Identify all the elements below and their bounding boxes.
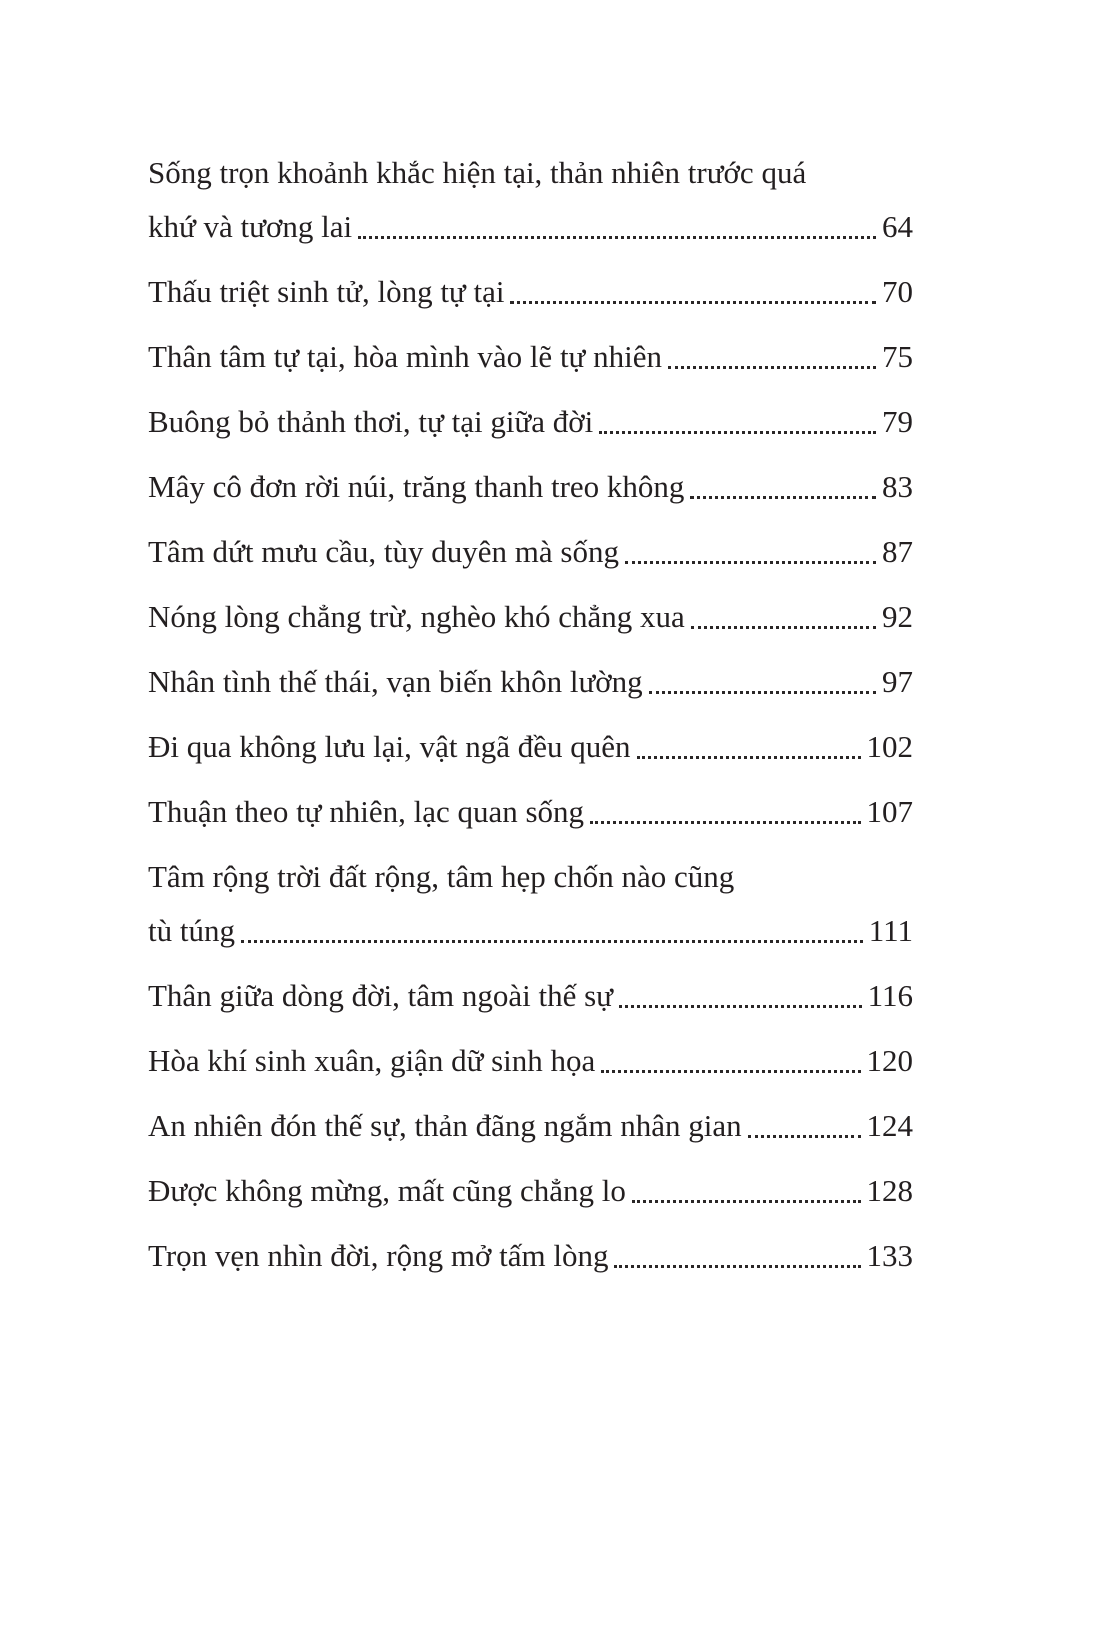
toc-entry xyxy=(148,1099,913,1153)
toc-entry-title: Nhân tình thế thái, vạn biến khôn lường xyxy=(148,664,643,699)
toc-entry-row xyxy=(148,1229,913,1283)
toc-entry xyxy=(148,1164,913,1218)
toc-entry-title: Nóng lòng chẳng trừ, nghèo khó chẳng xua xyxy=(148,599,685,634)
toc-entry-row xyxy=(148,525,913,579)
toc-entry-row xyxy=(148,785,913,839)
toc-entry xyxy=(148,720,913,774)
dot-leader xyxy=(748,1135,861,1138)
toc-entry xyxy=(148,265,913,319)
dot-leader xyxy=(649,691,876,694)
toc-entry-page-number: 111 xyxy=(868,913,913,948)
toc-entry-row xyxy=(148,1164,913,1218)
toc-entry xyxy=(148,850,913,958)
dot-leader xyxy=(619,1005,862,1008)
toc-entry-page-number: 120 xyxy=(866,1043,913,1078)
toc-entry-row xyxy=(148,265,913,319)
toc-entry-row xyxy=(148,590,913,644)
toc-entry-title: Buông bỏ thảnh thơi, tự tại giữa đời xyxy=(148,404,594,439)
toc-entry-row xyxy=(148,1034,913,1088)
toc-entry-title: Được không mừng, mất cũng chẳng lo xyxy=(148,1173,626,1208)
toc-entry-row xyxy=(148,200,913,254)
dot-leader xyxy=(358,236,876,239)
toc-entry-row xyxy=(148,720,913,774)
toc-entry-page-number: 92 xyxy=(882,599,913,634)
toc-entry-title: Thuận theo tự nhiên, lạc quan sống xyxy=(148,794,585,829)
dot-leader xyxy=(637,756,861,759)
toc-entry-page-number: 128 xyxy=(866,1173,913,1208)
toc-entry-page-number: 79 xyxy=(882,404,913,439)
toc-entry-title: khứ và tương lai xyxy=(148,209,353,244)
toc-entry-page-number: 102 xyxy=(866,729,913,764)
table-of-contents xyxy=(148,146,913,1294)
toc-entry-title: Trọn vẹn nhìn đời, rộng mở tấm lòng xyxy=(148,1238,609,1273)
toc-entry-title: Thân giữa dòng đời, tâm ngoài thế sự xyxy=(148,978,613,1013)
toc-entry xyxy=(148,1229,913,1283)
toc-entry xyxy=(148,460,913,514)
toc-entry-page-number: 107 xyxy=(866,794,913,829)
toc-entry-title: Tâm dứt mưu cầu, tùy duyên mà sống xyxy=(148,534,619,569)
dot-leader xyxy=(510,301,876,304)
toc-entry xyxy=(148,395,913,449)
toc-entry-row xyxy=(148,904,913,958)
dot-leader xyxy=(614,1265,860,1268)
toc-entry xyxy=(148,525,913,579)
toc-entry-page-number: 133 xyxy=(866,1238,913,1273)
toc-entry-page-number: 124 xyxy=(866,1108,913,1143)
toc-entry-title: An nhiên đón thế sự, thản đãng ngắm nhân gian xyxy=(148,1108,742,1143)
toc-entry-title: tù túng xyxy=(148,913,235,948)
toc-entry-page-number: 97 xyxy=(882,664,913,699)
toc-entry xyxy=(148,785,913,839)
toc-entry-row xyxy=(148,969,913,1023)
toc-entry-title: Thân tâm tự tại, hòa mình vào lẽ tự nhiên xyxy=(148,339,662,374)
dot-leader xyxy=(625,561,876,564)
toc-entry-title-line: Sống trọn khoảnh khắc hiện tại, thản nhiên trước quá xyxy=(148,155,807,190)
dot-leader xyxy=(601,1070,860,1073)
toc-entry-row xyxy=(148,1099,913,1153)
toc-entry-page-number: 64 xyxy=(882,209,913,244)
toc-entry xyxy=(148,655,913,709)
toc-entry-page-number: 83 xyxy=(882,469,913,504)
dot-leader xyxy=(690,496,876,499)
dot-leader xyxy=(241,940,863,943)
toc-entry xyxy=(148,146,913,254)
dot-leader xyxy=(632,1200,861,1203)
toc-entry-row xyxy=(148,460,913,514)
dot-leader xyxy=(691,626,876,629)
toc-entry-row xyxy=(148,395,913,449)
toc-entry xyxy=(148,1034,913,1088)
toc-entry-row xyxy=(148,655,913,709)
toc-entry-title: Đi qua không lưu lại, vật ngã đều quên xyxy=(148,729,631,764)
toc-entry-page-number: 87 xyxy=(882,534,913,569)
toc-entry xyxy=(148,590,913,644)
toc-entry xyxy=(148,969,913,1023)
toc-entry-row xyxy=(148,330,913,384)
toc-entry-page-number: 75 xyxy=(882,339,913,374)
toc-entry-page-number: 70 xyxy=(882,274,913,309)
dot-leader xyxy=(590,821,860,824)
toc-entry-title: Hòa khí sinh xuân, giận dữ sinh họa xyxy=(148,1043,596,1078)
dot-leader xyxy=(599,431,876,434)
dot-leader xyxy=(668,366,876,369)
toc-entry-title-line: Tâm rộng trời đất rộng, tâm hẹp chốn nào cũng xyxy=(148,859,735,894)
toc-entry-page-number: 116 xyxy=(867,978,913,1013)
toc-entry-title: Thấu triệt sinh tử, lòng tự tại xyxy=(148,274,505,309)
toc-entry-title: Mây cô đơn rời núi, trăng thanh treo không xyxy=(148,469,685,504)
toc-entry xyxy=(148,330,913,384)
